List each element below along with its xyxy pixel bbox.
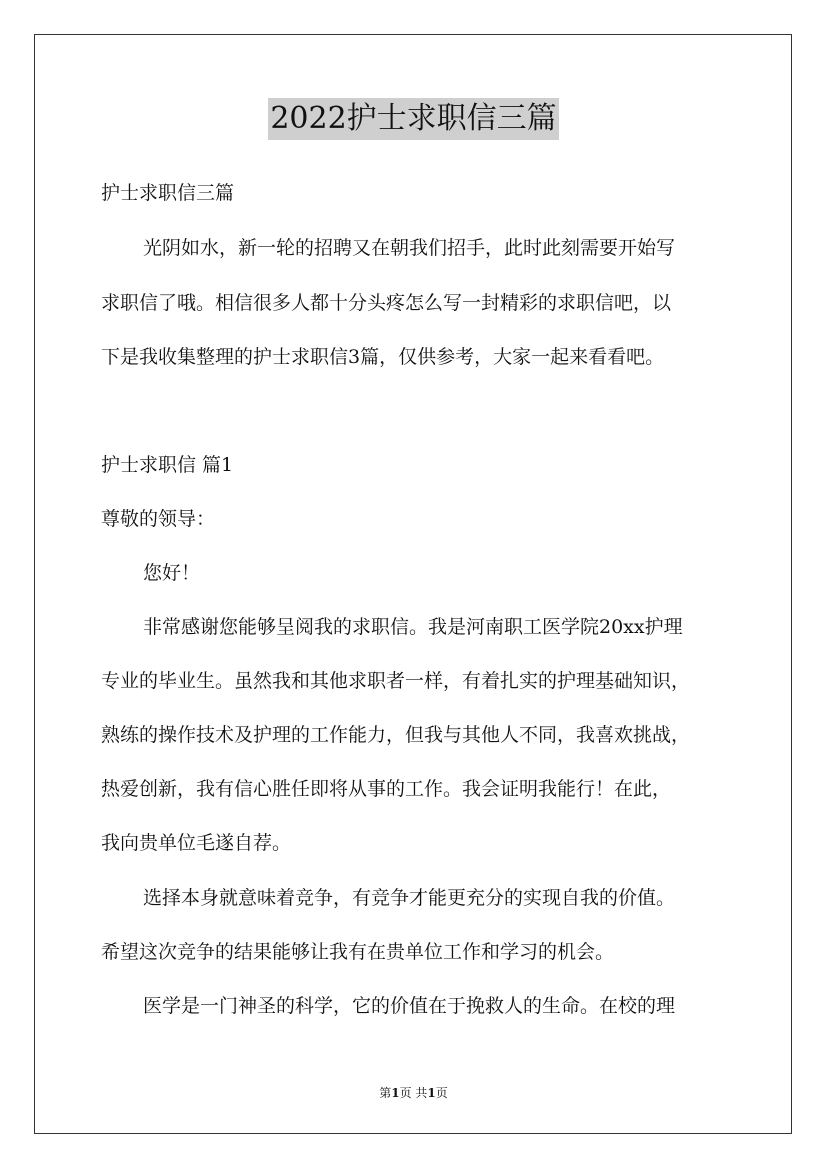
body-line-6: 选择本身就意味着竞争，有竞争才能更充分的实现自我的价值。 xyxy=(143,887,676,909)
page-footer xyxy=(0,1084,827,1101)
footer-suffix: 页 xyxy=(435,1086,448,1100)
footer-prefix: 第 xyxy=(379,1086,392,1100)
intro-line-3: 下是我收集整理的护士求职信3篇，仅供参考，大家一起来看看吧。 xyxy=(101,346,665,368)
body-line-5: 我向贵单位毛遂自荐。 xyxy=(101,832,292,854)
title-wrap xyxy=(0,98,827,140)
footer-page-current: 1 xyxy=(391,1086,400,1100)
body-line-4: 热爱创新，我有信心胜任即将从事的工作。我会证明我能行！在此， xyxy=(101,778,672,800)
subtitle: 护士求职信三篇 xyxy=(101,182,235,204)
body-line-7: 希望这次竞争的结果能够让我有在贵单位工作和学习的机会。 xyxy=(101,941,615,963)
footer-mid: 页 共 xyxy=(399,1086,428,1100)
body-line-1: 非常感谢您能够呈阅我的求职信。我是河南职工医学院20xx护理 xyxy=(143,616,683,638)
body-line-3: 熟练的操作技术及护理的工作能力，但我与其他人不同，我喜欢挑战， xyxy=(101,724,691,746)
document-title: 2022护士求职信三篇 xyxy=(268,98,558,140)
body-line-2: 专业的毕业生。虽然我和其他求职者一样，有着扎实的护理基础知识， xyxy=(101,670,691,692)
intro-line-1: 光阴如水，新一轮的招聘又在朝我们招手，此时此刻需要开始写 xyxy=(143,237,676,259)
footer-page-total: 1 xyxy=(427,1086,436,1100)
salutation: 尊敬的领导： xyxy=(101,508,216,530)
intro-line-2: 求职信了哦。相信很多人都十分头疼怎么写一封精彩的求职信吧，以 xyxy=(101,292,672,314)
greeting: 您好！ xyxy=(143,562,201,584)
section-heading: 护士求职信 篇1 xyxy=(101,454,234,476)
body-line-8: 医学是一门神圣的科学，它的价值在于挽救人的生命。在校的理 xyxy=(143,995,676,1017)
